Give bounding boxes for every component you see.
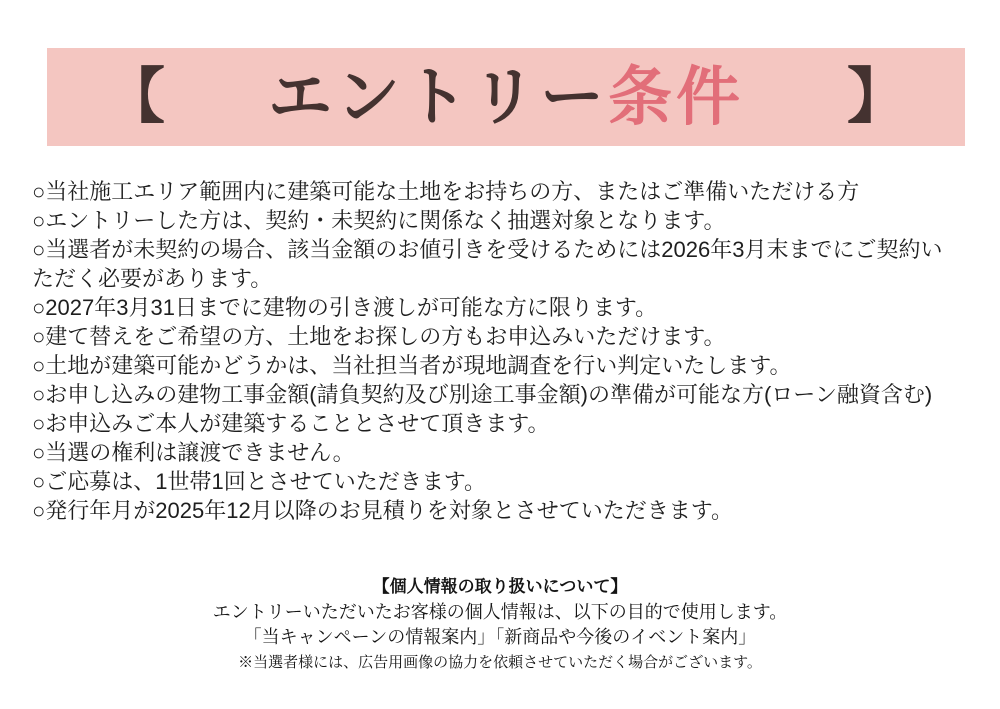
title-joken-text: 条件 bbox=[608, 61, 744, 133]
title-entry-text: エントリー bbox=[268, 61, 608, 133]
condition-item: ○お申し込みの建物工事金額(請負契約及び別途工事金額)の準備が可能な方(ローン融資含む) bbox=[32, 382, 933, 407]
privacy-section bbox=[0, 574, 1000, 675]
close-bracket: 】 bbox=[847, 63, 907, 130]
privacy-note: ※当選者様には、広告用画像の協力を依頼させていただく場合がございます。 bbox=[238, 654, 762, 671]
privacy-usage-line: エントリーいただいたお客様の個人情報は、以下の目的で使用します。 bbox=[212, 602, 788, 622]
title-banner bbox=[47, 48, 965, 146]
condition-item: ○発行年月が2025年12月以降のお見積りを対象とさせていただきます。 bbox=[32, 498, 733, 523]
condition-item: ○当選者が未契約の場合、該当金額のお値引きを受けるためには2026年3月末までにご契約いただく必要があります。 bbox=[32, 237, 943, 291]
condition-item: ○土地が建築可能かどうかは、当社担当者が現地調査を行い判定いたします。 bbox=[32, 353, 792, 378]
open-bracket: 【 bbox=[105, 63, 165, 130]
privacy-title: 【個人情報の取り扱いについて】 bbox=[372, 577, 628, 596]
condition-item: ○エントリーした方は、契約・未契約に関係なく抽選対象となります。 bbox=[32, 208, 726, 233]
page-title bbox=[268, 61, 744, 133]
condition-item: ○2027年3月31日までに建物の引き渡しが可能な方に限ります。 bbox=[32, 295, 658, 320]
privacy-purposes-line: 「当キャンペーンの情報案内」「新商品や今後のイベント案内」 bbox=[243, 627, 757, 647]
condition-item: ○当選の権利は譲渡できません。 bbox=[32, 440, 355, 465]
condition-item: ○お申込みご本人が建築することとさせて頂きます。 bbox=[32, 411, 550, 436]
condition-item: ○当社施工エリア範囲内に建築可能な土地をお持ちの方、またはご準備いただける方 bbox=[32, 179, 860, 204]
condition-item: ○ご応募は、1世帯1回とさせていただきます。 bbox=[32, 469, 487, 494]
condition-item: ○建て替えをご希望の方、土地をお探しの方もお申込みいただけます。 bbox=[32, 324, 726, 349]
conditions-list bbox=[32, 177, 959, 525]
